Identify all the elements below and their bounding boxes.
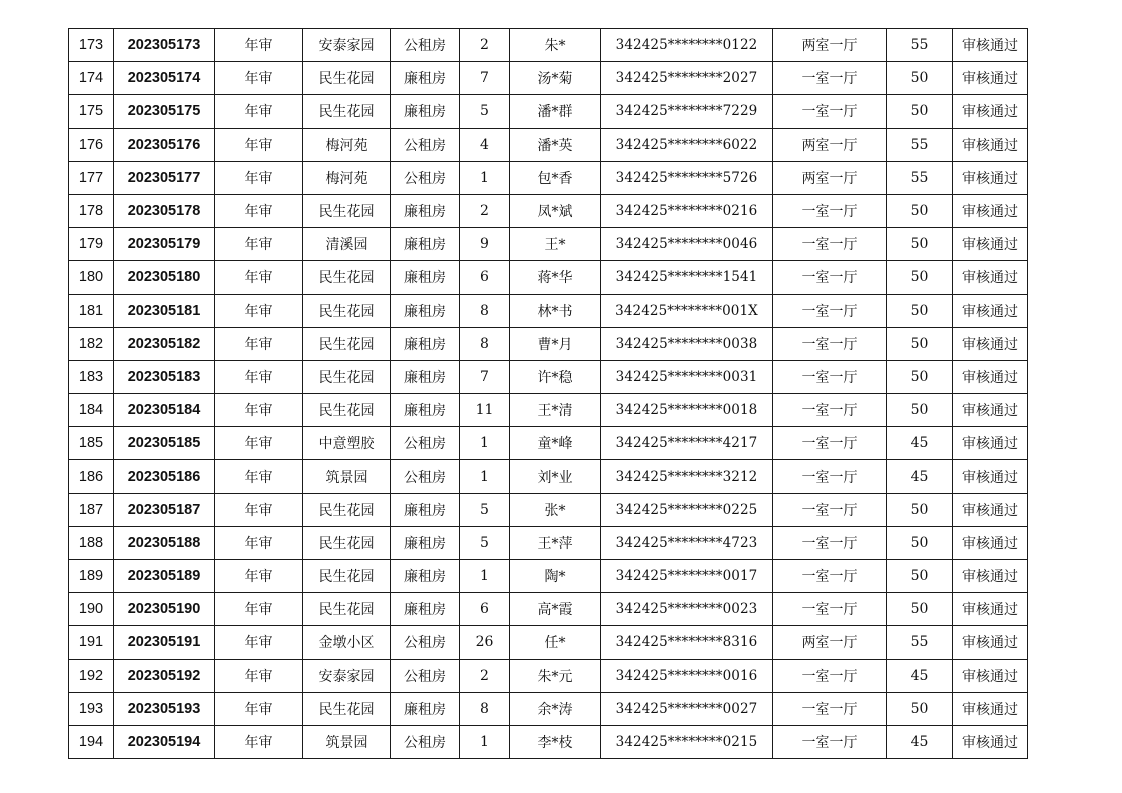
- cell-household-size: 5: [460, 95, 510, 128]
- cell-community: 民生花园: [303, 493, 391, 526]
- table-row: [69, 725, 1028, 758]
- cell-serial-number: 189: [69, 560, 114, 593]
- cell-application-code: 202305183: [114, 360, 215, 393]
- cell-room-layout: 一室一厅: [773, 493, 887, 526]
- cell-household-size: 26: [460, 626, 510, 659]
- table-row: [69, 327, 1028, 360]
- table-row: [69, 261, 1028, 294]
- cell-application-code: 202305182: [114, 327, 215, 360]
- cell-housing-type: 廉租房: [391, 194, 460, 227]
- cell-room-layout: 一室一厅: [773, 360, 887, 393]
- cell-application-code: 202305181: [114, 294, 215, 327]
- cell-applicant-name: 余*涛: [510, 692, 601, 725]
- cell-household-size: 4: [460, 128, 510, 161]
- cell-housing-type: 公租房: [391, 725, 460, 758]
- cell-applicant-name: 高*霞: [510, 593, 601, 626]
- cell-applicant-name: 包*香: [510, 161, 601, 194]
- cell-review-type: 年审: [215, 62, 303, 95]
- cell-id-number: 342425********0122: [601, 29, 773, 62]
- cell-application-code: 202305179: [114, 228, 215, 261]
- cell-serial-number: 179: [69, 228, 114, 261]
- cell-review-status: 审核通过: [953, 560, 1028, 593]
- cell-id-number: 342425********0046: [601, 228, 773, 261]
- cell-area: 50: [887, 493, 953, 526]
- cell-community: 民生花园: [303, 593, 391, 626]
- cell-housing-type: 廉租房: [391, 327, 460, 360]
- cell-application-code: 202305193: [114, 692, 215, 725]
- cell-id-number: 342425********0225: [601, 493, 773, 526]
- cell-serial-number: 191: [69, 626, 114, 659]
- cell-housing-type: 廉租房: [391, 294, 460, 327]
- cell-housing-type: 廉租房: [391, 526, 460, 559]
- cell-household-size: 7: [460, 360, 510, 393]
- cell-id-number: 342425********001X: [601, 294, 773, 327]
- cell-id-number: 342425********0016: [601, 659, 773, 692]
- cell-area: 45: [887, 427, 953, 460]
- table-row: [69, 62, 1028, 95]
- cell-review-status: 审核通过: [953, 659, 1028, 692]
- cell-housing-type: 公租房: [391, 128, 460, 161]
- cell-review-status: 审核通过: [953, 493, 1028, 526]
- cell-review-status: 审核通过: [953, 95, 1028, 128]
- cell-applicant-name: 王*: [510, 228, 601, 261]
- cell-community: 民生花园: [303, 294, 391, 327]
- cell-room-layout: 一室一厅: [773, 659, 887, 692]
- cell-household-size: 9: [460, 228, 510, 261]
- table-row: [69, 659, 1028, 692]
- cell-serial-number: 180: [69, 261, 114, 294]
- cell-area: 45: [887, 659, 953, 692]
- cell-review-type: 年审: [215, 725, 303, 758]
- cell-serial-number: 174: [69, 62, 114, 95]
- cell-serial-number: 185: [69, 427, 114, 460]
- cell-application-code: 202305187: [114, 493, 215, 526]
- cell-application-code: 202305186: [114, 460, 215, 493]
- cell-review-status: 审核通过: [953, 460, 1028, 493]
- cell-household-size: 8: [460, 294, 510, 327]
- cell-review-status: 审核通过: [953, 725, 1028, 758]
- cell-room-layout: 一室一厅: [773, 327, 887, 360]
- cell-area: 50: [887, 62, 953, 95]
- cell-review-status: 审核通过: [953, 294, 1028, 327]
- cell-review-type: 年审: [215, 394, 303, 427]
- cell-area: 45: [887, 725, 953, 758]
- cell-serial-number: 190: [69, 593, 114, 626]
- table-row: [69, 128, 1028, 161]
- cell-serial-number: 181: [69, 294, 114, 327]
- cell-housing-type: 公租房: [391, 427, 460, 460]
- cell-review-type: 年审: [215, 360, 303, 393]
- cell-serial-number: 175: [69, 95, 114, 128]
- table-row: [69, 526, 1028, 559]
- cell-area: 55: [887, 161, 953, 194]
- table-row: [69, 95, 1028, 128]
- cell-serial-number: 186: [69, 460, 114, 493]
- cell-review-type: 年审: [215, 626, 303, 659]
- cell-id-number: 342425********0027: [601, 692, 773, 725]
- cell-applicant-name: 王*萍: [510, 526, 601, 559]
- table-row: [69, 228, 1028, 261]
- cell-review-type: 年审: [215, 460, 303, 493]
- table-row: [69, 560, 1028, 593]
- cell-review-type: 年审: [215, 659, 303, 692]
- cell-applicant-name: 许*稳: [510, 360, 601, 393]
- cell-review-status: 审核通过: [953, 62, 1028, 95]
- cell-area: 55: [887, 128, 953, 161]
- cell-review-status: 审核通过: [953, 427, 1028, 460]
- table-row: [69, 29, 1028, 62]
- cell-review-status: 审核通过: [953, 327, 1028, 360]
- cell-application-code: 202305174: [114, 62, 215, 95]
- cell-application-code: 202305177: [114, 161, 215, 194]
- cell-area: 50: [887, 228, 953, 261]
- cell-review-type: 年审: [215, 161, 303, 194]
- cell-id-number: 342425********0031: [601, 360, 773, 393]
- cell-housing-type: 廉租房: [391, 261, 460, 294]
- cell-household-size: 1: [460, 161, 510, 194]
- cell-id-number: 342425********0038: [601, 327, 773, 360]
- cell-applicant-name: 曹*月: [510, 327, 601, 360]
- table-row: [69, 493, 1028, 526]
- cell-id-number: 342425********0215: [601, 725, 773, 758]
- cell-review-type: 年审: [215, 493, 303, 526]
- cell-id-number: 342425********0216: [601, 194, 773, 227]
- table-row: [69, 161, 1028, 194]
- cell-housing-type: 廉租房: [391, 360, 460, 393]
- cell-review-status: 审核通过: [953, 593, 1028, 626]
- cell-review-type: 年审: [215, 95, 303, 128]
- cell-application-code: 202305176: [114, 128, 215, 161]
- cell-application-code: 202305192: [114, 659, 215, 692]
- cell-id-number: 342425********3212: [601, 460, 773, 493]
- cell-applicant-name: 李*枝: [510, 725, 601, 758]
- cell-applicant-name: 张*: [510, 493, 601, 526]
- cell-area: 50: [887, 194, 953, 227]
- table-row: [69, 692, 1028, 725]
- cell-application-code: 202305191: [114, 626, 215, 659]
- cell-room-layout: 一室一厅: [773, 95, 887, 128]
- cell-area: 55: [887, 29, 953, 62]
- cell-area: 50: [887, 526, 953, 559]
- cell-applicant-name: 王*清: [510, 394, 601, 427]
- cell-housing-type: 廉租房: [391, 95, 460, 128]
- cell-id-number: 342425********5726: [601, 161, 773, 194]
- cell-application-code: 202305180: [114, 261, 215, 294]
- cell-id-number: 342425********4723: [601, 526, 773, 559]
- cell-community: 金墩小区: [303, 626, 391, 659]
- cell-household-size: 6: [460, 261, 510, 294]
- cell-area: 50: [887, 294, 953, 327]
- cell-area: 55: [887, 626, 953, 659]
- cell-application-code: 202305189: [114, 560, 215, 593]
- cell-community: 民生花园: [303, 394, 391, 427]
- cell-community: 民生花园: [303, 261, 391, 294]
- cell-area: 50: [887, 360, 953, 393]
- cell-applicant-name: 凤*斌: [510, 194, 601, 227]
- cell-area: 45: [887, 460, 953, 493]
- cell-household-size: 5: [460, 493, 510, 526]
- cell-community: 民生花园: [303, 327, 391, 360]
- cell-applicant-name: 林*书: [510, 294, 601, 327]
- cell-serial-number: 194: [69, 725, 114, 758]
- cell-id-number: 342425********6022: [601, 128, 773, 161]
- cell-community: 民生花园: [303, 194, 391, 227]
- cell-review-type: 年审: [215, 194, 303, 227]
- cell-review-type: 年审: [215, 560, 303, 593]
- cell-serial-number: 182: [69, 327, 114, 360]
- cell-serial-number: 192: [69, 659, 114, 692]
- cell-review-type: 年审: [215, 526, 303, 559]
- cell-community: 民生花园: [303, 692, 391, 725]
- cell-application-code: 202305194: [114, 725, 215, 758]
- cell-household-size: 2: [460, 194, 510, 227]
- cell-serial-number: 178: [69, 194, 114, 227]
- cell-housing-type: 公租房: [391, 29, 460, 62]
- cell-room-layout: 一室一厅: [773, 194, 887, 227]
- cell-area: 50: [887, 692, 953, 725]
- cell-id-number: 342425********4217: [601, 427, 773, 460]
- cell-application-code: 202305190: [114, 593, 215, 626]
- cell-review-status: 审核通过: [953, 161, 1028, 194]
- table-row: [69, 294, 1028, 327]
- cell-room-layout: 一室一厅: [773, 593, 887, 626]
- cell-review-type: 年审: [215, 427, 303, 460]
- cell-household-size: 2: [460, 29, 510, 62]
- cell-application-code: 202305188: [114, 526, 215, 559]
- cell-community: 梅河苑: [303, 128, 391, 161]
- cell-serial-number: 183: [69, 360, 114, 393]
- cell-housing-type: 廉租房: [391, 593, 460, 626]
- cell-applicant-name: 蒋*华: [510, 261, 601, 294]
- cell-community: 民生花园: [303, 360, 391, 393]
- cell-applicant-name: 汤*菊: [510, 62, 601, 95]
- cell-review-status: 审核通过: [953, 128, 1028, 161]
- cell-review-status: 审核通过: [953, 360, 1028, 393]
- cell-room-layout: 一室一厅: [773, 560, 887, 593]
- cell-area: 50: [887, 394, 953, 427]
- cell-application-code: 202305173: [114, 29, 215, 62]
- table-row: [69, 394, 1028, 427]
- cell-serial-number: 173: [69, 29, 114, 62]
- cell-review-status: 审核通过: [953, 29, 1028, 62]
- cell-review-type: 年审: [215, 593, 303, 626]
- cell-review-type: 年审: [215, 261, 303, 294]
- cell-applicant-name: 任*: [510, 626, 601, 659]
- cell-applicant-name: 朱*元: [510, 659, 601, 692]
- cell-household-size: 1: [460, 460, 510, 493]
- cell-community: 民生花园: [303, 62, 391, 95]
- cell-applicant-name: 陶*: [510, 560, 601, 593]
- cell-room-layout: 两室一厅: [773, 626, 887, 659]
- cell-room-layout: 一室一厅: [773, 261, 887, 294]
- cell-household-size: 7: [460, 62, 510, 95]
- cell-room-layout: 一室一厅: [773, 692, 887, 725]
- cell-review-type: 年审: [215, 228, 303, 261]
- cell-community: 梅河苑: [303, 161, 391, 194]
- table-row: [69, 427, 1028, 460]
- table-row: [69, 360, 1028, 393]
- cell-id-number: 342425********0023: [601, 593, 773, 626]
- cell-household-size: 8: [460, 692, 510, 725]
- cell-room-layout: 两室一厅: [773, 128, 887, 161]
- cell-applicant-name: 潘*英: [510, 128, 601, 161]
- cell-community: 清溪园: [303, 228, 391, 261]
- cell-room-layout: 两室一厅: [773, 161, 887, 194]
- cell-area: 50: [887, 327, 953, 360]
- cell-housing-type: 公租房: [391, 626, 460, 659]
- cell-room-layout: 一室一厅: [773, 294, 887, 327]
- cell-applicant-name: 刘*业: [510, 460, 601, 493]
- cell-room-layout: 一室一厅: [773, 526, 887, 559]
- cell-household-size: 5: [460, 526, 510, 559]
- cell-housing-type: 廉租房: [391, 493, 460, 526]
- cell-room-layout: 两室一厅: [773, 29, 887, 62]
- cell-community: 民生花园: [303, 560, 391, 593]
- cell-housing-type: 廉租房: [391, 228, 460, 261]
- cell-housing-type: 公租房: [391, 460, 460, 493]
- cell-serial-number: 177: [69, 161, 114, 194]
- cell-area: 50: [887, 560, 953, 593]
- cell-application-code: 202305178: [114, 194, 215, 227]
- cell-id-number: 342425********0018: [601, 394, 773, 427]
- cell-community: 安泰家园: [303, 659, 391, 692]
- cell-application-code: 202305184: [114, 394, 215, 427]
- cell-household-size: 2: [460, 659, 510, 692]
- cell-household-size: 6: [460, 593, 510, 626]
- cell-room-layout: 一室一厅: [773, 228, 887, 261]
- cell-household-size: 8: [460, 327, 510, 360]
- cell-id-number: 342425********1541: [601, 261, 773, 294]
- cell-room-layout: 一室一厅: [773, 427, 887, 460]
- cell-applicant-name: 朱*: [510, 29, 601, 62]
- cell-area: 50: [887, 593, 953, 626]
- cell-applicant-name: 潘*群: [510, 95, 601, 128]
- cell-community: 民生花园: [303, 95, 391, 128]
- cell-id-number: 342425********2027: [601, 62, 773, 95]
- cell-review-status: 审核通过: [953, 394, 1028, 427]
- cell-community: 民生花园: [303, 526, 391, 559]
- cell-household-size: 1: [460, 560, 510, 593]
- cell-area: 50: [887, 261, 953, 294]
- cell-area: 50: [887, 95, 953, 128]
- cell-housing-type: 公租房: [391, 659, 460, 692]
- cell-review-status: 审核通过: [953, 228, 1028, 261]
- cell-housing-type: 廉租房: [391, 394, 460, 427]
- cell-housing-type: 公租房: [391, 161, 460, 194]
- cell-household-size: 1: [460, 725, 510, 758]
- cell-review-type: 年审: [215, 692, 303, 725]
- table-row: [69, 194, 1028, 227]
- cell-applicant-name: 童*峰: [510, 427, 601, 460]
- cell-serial-number: 188: [69, 526, 114, 559]
- cell-serial-number: 193: [69, 692, 114, 725]
- cell-housing-type: 廉租房: [391, 692, 460, 725]
- cell-serial-number: 184: [69, 394, 114, 427]
- cell-household-size: 1: [460, 427, 510, 460]
- cell-community: 筑景园: [303, 460, 391, 493]
- table-row: [69, 626, 1028, 659]
- cell-community: 中意塑胶: [303, 427, 391, 460]
- cell-id-number: 342425********0017: [601, 560, 773, 593]
- cell-review-type: 年审: [215, 29, 303, 62]
- cell-housing-type: 廉租房: [391, 62, 460, 95]
- cell-room-layout: 一室一厅: [773, 460, 887, 493]
- cell-serial-number: 176: [69, 128, 114, 161]
- cell-review-status: 审核通过: [953, 626, 1028, 659]
- cell-household-size: 11: [460, 394, 510, 427]
- cell-review-status: 审核通过: [953, 692, 1028, 725]
- cell-id-number: 342425********8316: [601, 626, 773, 659]
- cell-room-layout: 一室一厅: [773, 725, 887, 758]
- cell-room-layout: 一室一厅: [773, 394, 887, 427]
- cell-id-number: 342425********7229: [601, 95, 773, 128]
- cell-review-status: 审核通过: [953, 194, 1028, 227]
- cell-review-status: 审核通过: [953, 526, 1028, 559]
- table-body: [69, 29, 1028, 759]
- cell-housing-type: 廉租房: [391, 560, 460, 593]
- cell-review-status: 审核通过: [953, 261, 1028, 294]
- cell-application-code: 202305175: [114, 95, 215, 128]
- cell-application-code: 202305185: [114, 427, 215, 460]
- table-row: [69, 460, 1028, 493]
- cell-serial-number: 187: [69, 493, 114, 526]
- cell-room-layout: 一室一厅: [773, 62, 887, 95]
- cell-community: 安泰家园: [303, 29, 391, 62]
- cell-review-type: 年审: [215, 327, 303, 360]
- housing-review-table: [68, 28, 1028, 759]
- cell-review-type: 年审: [215, 128, 303, 161]
- cell-review-type: 年审: [215, 294, 303, 327]
- cell-community: 筑景园: [303, 725, 391, 758]
- table-row: [69, 593, 1028, 626]
